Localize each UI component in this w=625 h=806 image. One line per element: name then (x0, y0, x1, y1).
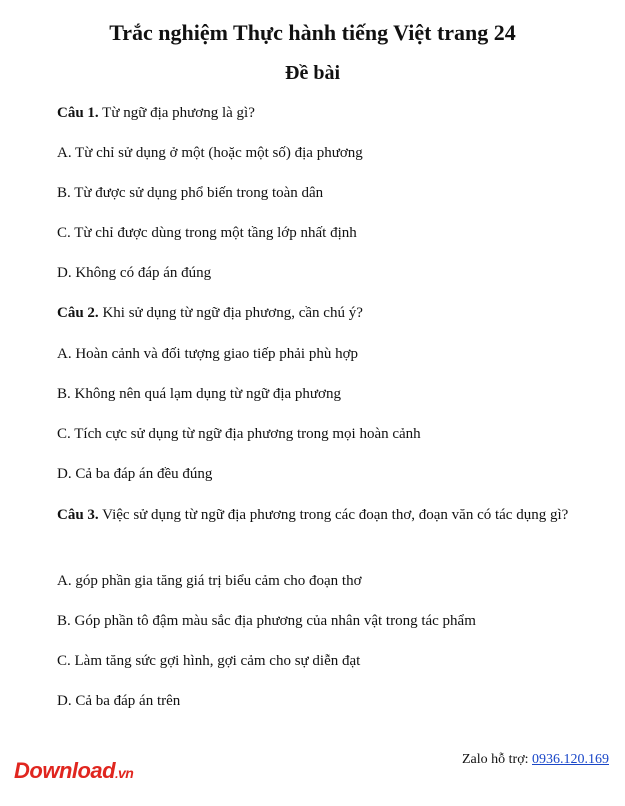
download-logo (14, 758, 133, 784)
question-1-option-c: C. Từ chỉ được dùng trong một tầng lớp nhất định (57, 225, 357, 241)
page-subtitle: Đề bài (285, 62, 340, 84)
zalo-support (462, 752, 609, 768)
question-2-label: Câu 2. (57, 305, 99, 321)
zalo-support-phone-link[interactable]: 0936.120.169 (532, 752, 609, 767)
logo-dot: . (115, 767, 118, 781)
logo-suffix-text: vn (117, 765, 134, 781)
question-3-text: Việc sử dụng từ ngữ địa phương trong các đoạn thơ, đoạn văn có tác dụng gì? (98, 507, 569, 523)
question-1-option-b: B. Từ được sử dụng phổ biến trong toàn dân (57, 185, 324, 201)
question-3-option-b: B. Góp phần tô đậm màu sắc địa phương của nhân vật trong tác phẩm (57, 613, 476, 629)
question-1-option-d: D. Không có đáp án đúng (57, 265, 212, 281)
question-2-option-b: B. Không nên quá lạm dụng từ ngữ địa phương (57, 386, 341, 402)
question-3 (57, 502, 597, 529)
question-2-option-c: C. Tích cực sử dụng từ ngữ địa phương trong mọi hoàn cảnh (57, 426, 421, 442)
zalo-support-label: Zalo hỗ trợ: (462, 752, 532, 767)
question-1-option-a: A. Từ chỉ sử dụng ở một (hoặc một số) địa phương (57, 145, 363, 161)
question-3-option-c: C. Làm tăng sức gợi hình, gợi cảm cho sự diễn đạt (57, 653, 361, 669)
question-2 (57, 300, 363, 326)
question-2-option-d: D. Cả ba đáp án đều đúng (57, 466, 213, 482)
question-3-option-a: A. góp phần gia tăng giá trị biểu cảm cho đoạn thơ (57, 573, 362, 589)
question-3-label: Câu 3. (57, 507, 99, 523)
question-2-text: Khi sử dụng từ ngữ địa phương, cần chú ý? (98, 305, 363, 321)
question-1-text: Từ ngữ địa phương là gì? (98, 105, 255, 121)
question-2-option-a: A. Hoàn cảnh và đối tượng giao tiếp phải phù hợp (57, 346, 359, 362)
question-3-option-d: D. Cả ba đáp án trên (57, 693, 181, 709)
question-1 (57, 100, 255, 126)
question-1-label: Câu 1. (57, 105, 99, 121)
logo-main-text: Download (14, 758, 116, 783)
page-title: Trắc nghiệm Thực hành tiếng Việt trang 24 (109, 20, 516, 45)
